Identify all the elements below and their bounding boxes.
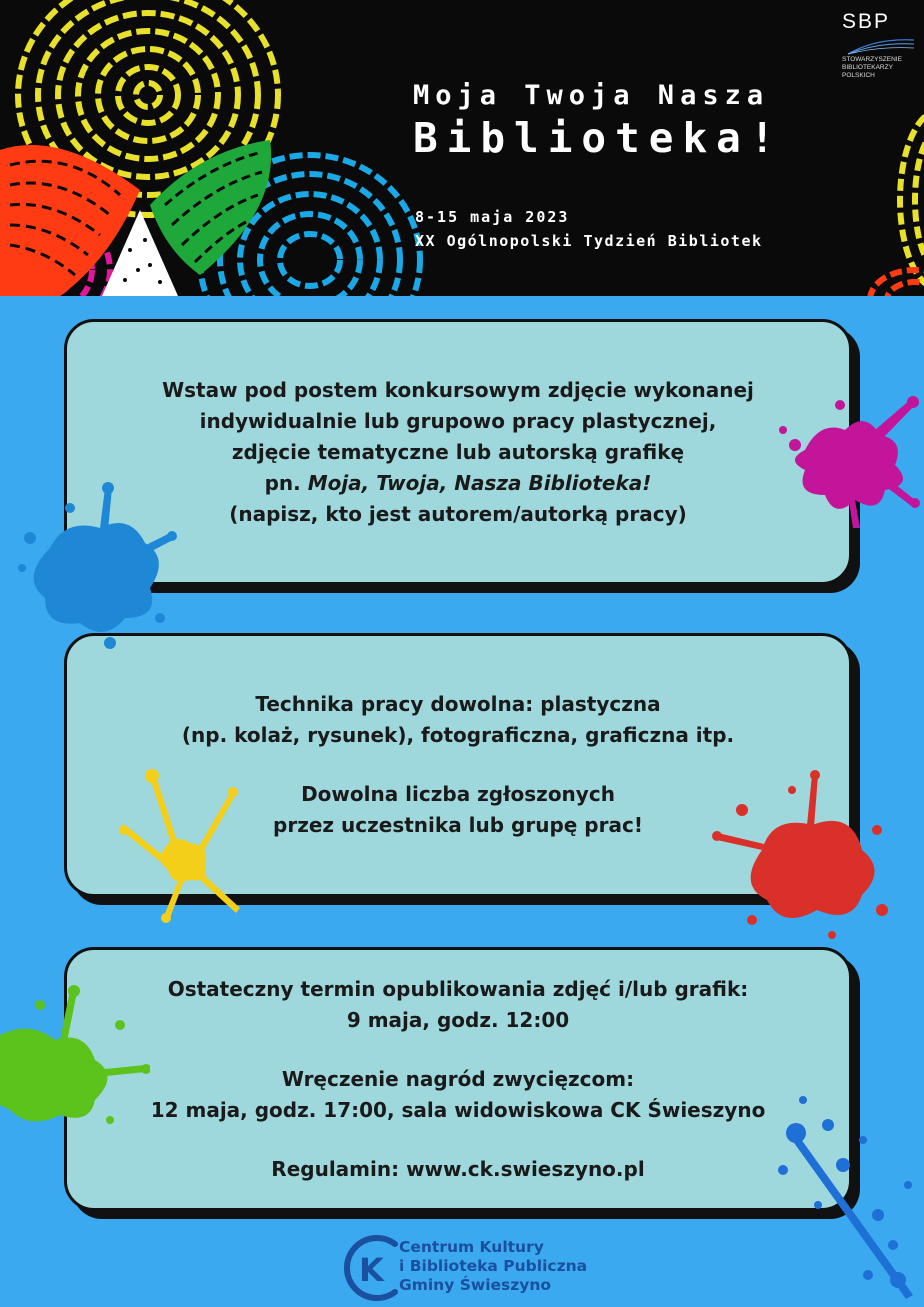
card-3-line-2: 9 maja, godz. 12:00 xyxy=(346,1007,570,1032)
card-1-line-5: (napisz, kto jest autorem/autorką pracy) xyxy=(229,501,687,526)
sbp-name: SBP xyxy=(842,10,891,33)
card-2-line-4: przez uczestnika lub grupę prac! xyxy=(273,813,643,837)
blue-splat-left-icon xyxy=(10,478,180,653)
title-line-2: Biblioteka! xyxy=(413,114,784,162)
card-3-line-3: Wręczenie nagród zwycięzcom: xyxy=(281,1066,635,1091)
card-deadlines xyxy=(64,947,852,1211)
card-1-line-4-prefix: pn. xyxy=(264,470,308,495)
footer-line-1: Centrum Kultury xyxy=(399,1238,544,1256)
ck-logo-letter: K xyxy=(359,1251,384,1289)
card-1-line-4-italic: Moja, Twoja, Nasza Biblioteka! xyxy=(307,470,652,495)
sbp-sub-1: STOWARZYSZENIE xyxy=(842,56,902,63)
event-dates: 8-15 maja 2023 xyxy=(415,208,570,226)
sbp-logo xyxy=(842,10,922,80)
footer-institution xyxy=(399,1238,587,1295)
card-1-line-2: indywidualnie lub grupowo pracy plastycznej, xyxy=(199,408,717,433)
card-1-line-1: Wstaw pod postem konkursowym zdjęcie wykonanej xyxy=(162,377,754,402)
card-instructions xyxy=(64,319,852,585)
green-splat-icon xyxy=(0,985,150,1135)
event-name: XX Ogólnopolski Tydzień Bibliotek xyxy=(415,232,763,250)
card-3-line-1: Ostateczny termin opublikowania zdjęć i/lub grafik: xyxy=(167,976,749,1001)
red-splat-icon xyxy=(712,770,892,940)
sbp-sub-3: POLSKICH xyxy=(842,72,875,79)
card-2-line-1: Technika pracy dowolna: plastyczna xyxy=(255,692,661,716)
card-2-line-2: (np. kolaż, rysunek), fotograficzna, graficzna itp. xyxy=(181,723,735,747)
card-2-line-3: Dowolna liczba zgłoszonych xyxy=(301,782,615,806)
title-line-1: Moja Twoja Nasza xyxy=(413,80,770,111)
card-3-line-4: 12 maja, godz. 17:00, sala widowiskowa CK Świeszyno xyxy=(150,1097,766,1122)
card-1-line-4 xyxy=(265,468,652,499)
footer-line-2: i Biblioteka Publiczna xyxy=(399,1257,588,1275)
yellow-splat-icon xyxy=(110,768,250,923)
card-3-line-5: Regulamin: www.ck.swieszyno.pl xyxy=(271,1156,645,1181)
sbp-swoosh-icon xyxy=(846,36,916,56)
footer-line-3: Gminy Świeszyno xyxy=(399,1276,552,1294)
magenta-splat-icon xyxy=(765,390,924,530)
card-1-line-3: zdjęcie tematyczne lub autorską grafikę xyxy=(231,439,685,464)
sbp-sub-2: BIBLIOTEKARZY xyxy=(842,64,893,71)
header-banner xyxy=(0,0,924,296)
blue-splat-right-icon xyxy=(768,1085,924,1305)
